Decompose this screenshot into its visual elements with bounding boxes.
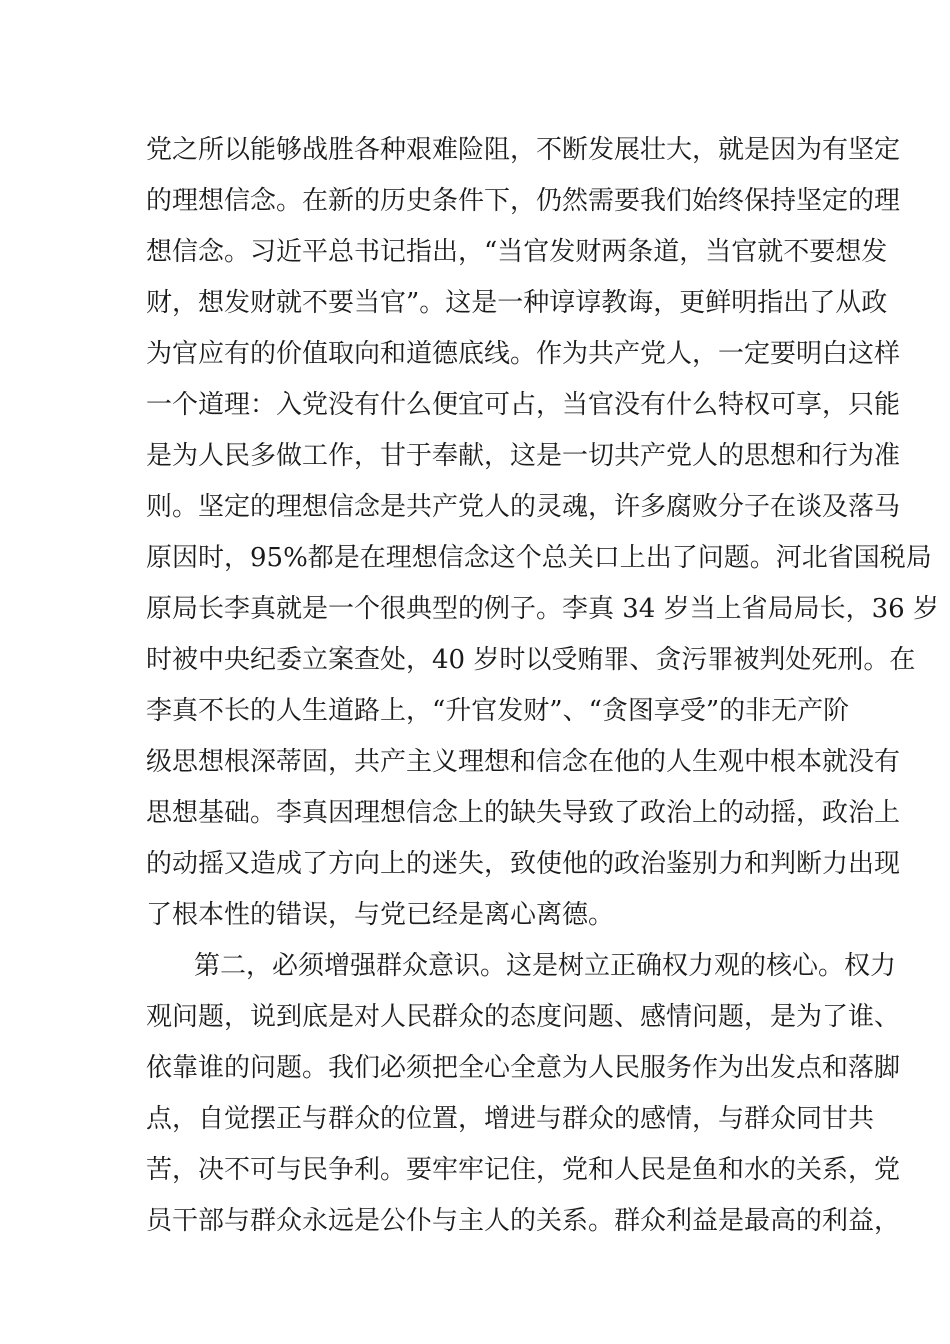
paragraph-line: 一个道理：入党没有什么便宜可占，当官没有什么特权可享，只能 [146,390,901,420]
paragraph-line: 党之所以能够战胜各种艰难险阻，不断发展壮大，就是因为有坚定 [146,135,901,165]
paragraph-line: 思想基础。李真因理想信念上的缺失导致了政治上的动摇，政治上 [146,798,901,828]
paragraph-line: 级思想根深蒂固，共产主义理想和信念在他的人生观中根本就没有 [146,747,901,777]
paragraph-line: 李真不长的人生道路上，“升官发财”、“贪图享受”的非无产阶 [146,696,850,726]
paragraph-line: 员干部与群众永远是公仆与主人的关系。群众利益是最高的利益， [146,1206,901,1236]
paragraph-line: 原因时，95%都是在理想信念这个总关口上出了问题。河北省国税局 [146,543,932,573]
paragraph-line: 观问题，说到底是对人民群众的态度问题、感情问题，是为了谁、 [146,1002,901,1032]
paragraph-line: 则。坚定的理想信念是共产党人的灵魂，许多腐败分子在谈及落马 [146,492,901,522]
paragraph-line: 苦，决不可与民争利。要牢牢记住，党和人民是鱼和水的关系，党 [146,1155,901,1185]
paragraph-line: 点，自觉摆正与群众的位置，增进与群众的感情，与群众同甘共 [146,1104,875,1134]
paragraph-line: 的动摇又造成了方向上的迷失，致使他的政治鉴别力和判断力出现 [146,849,901,879]
paragraph-line: 了根本性的错误，与党已经是离心离德。 [146,900,615,930]
paragraph-line: 想信念。习近平总书记指出，“当官发财两条道，当官就不要想发 [146,237,888,267]
paragraph-line: 为官应有的价值取向和道德底线。作为共产党人，一定要明白这样 [146,339,901,369]
paragraph-line: 的理想信念。在新的历史条件下，仍然需要我们始终保持坚定的理 [146,186,901,216]
paragraph-line: 依靠谁的问题。我们必须把全心全意为人民服务作为出发点和落脚 [146,1053,901,1083]
paragraph-line: 第二，必须增强群众意识。这是树立正确权力观的核心。权力 [194,951,897,981]
paragraph-line: 原局长李真就是一个很典型的例子。李真 34 岁当上省局局长，36 岁 [146,594,939,624]
paragraph-line: 财，想发财就不要当官”。这是一种谆谆教诲，更鲜明指出了从政 [146,288,888,318]
paragraph-line: 是为人民多做工作，甘于奉献，这是一切共产党人的思想和行为准 [146,441,901,471]
paragraph-line: 时被中央纪委立案查处，40 岁时以受贿罪、贪污罪被判处死刑。在 [146,645,916,675]
